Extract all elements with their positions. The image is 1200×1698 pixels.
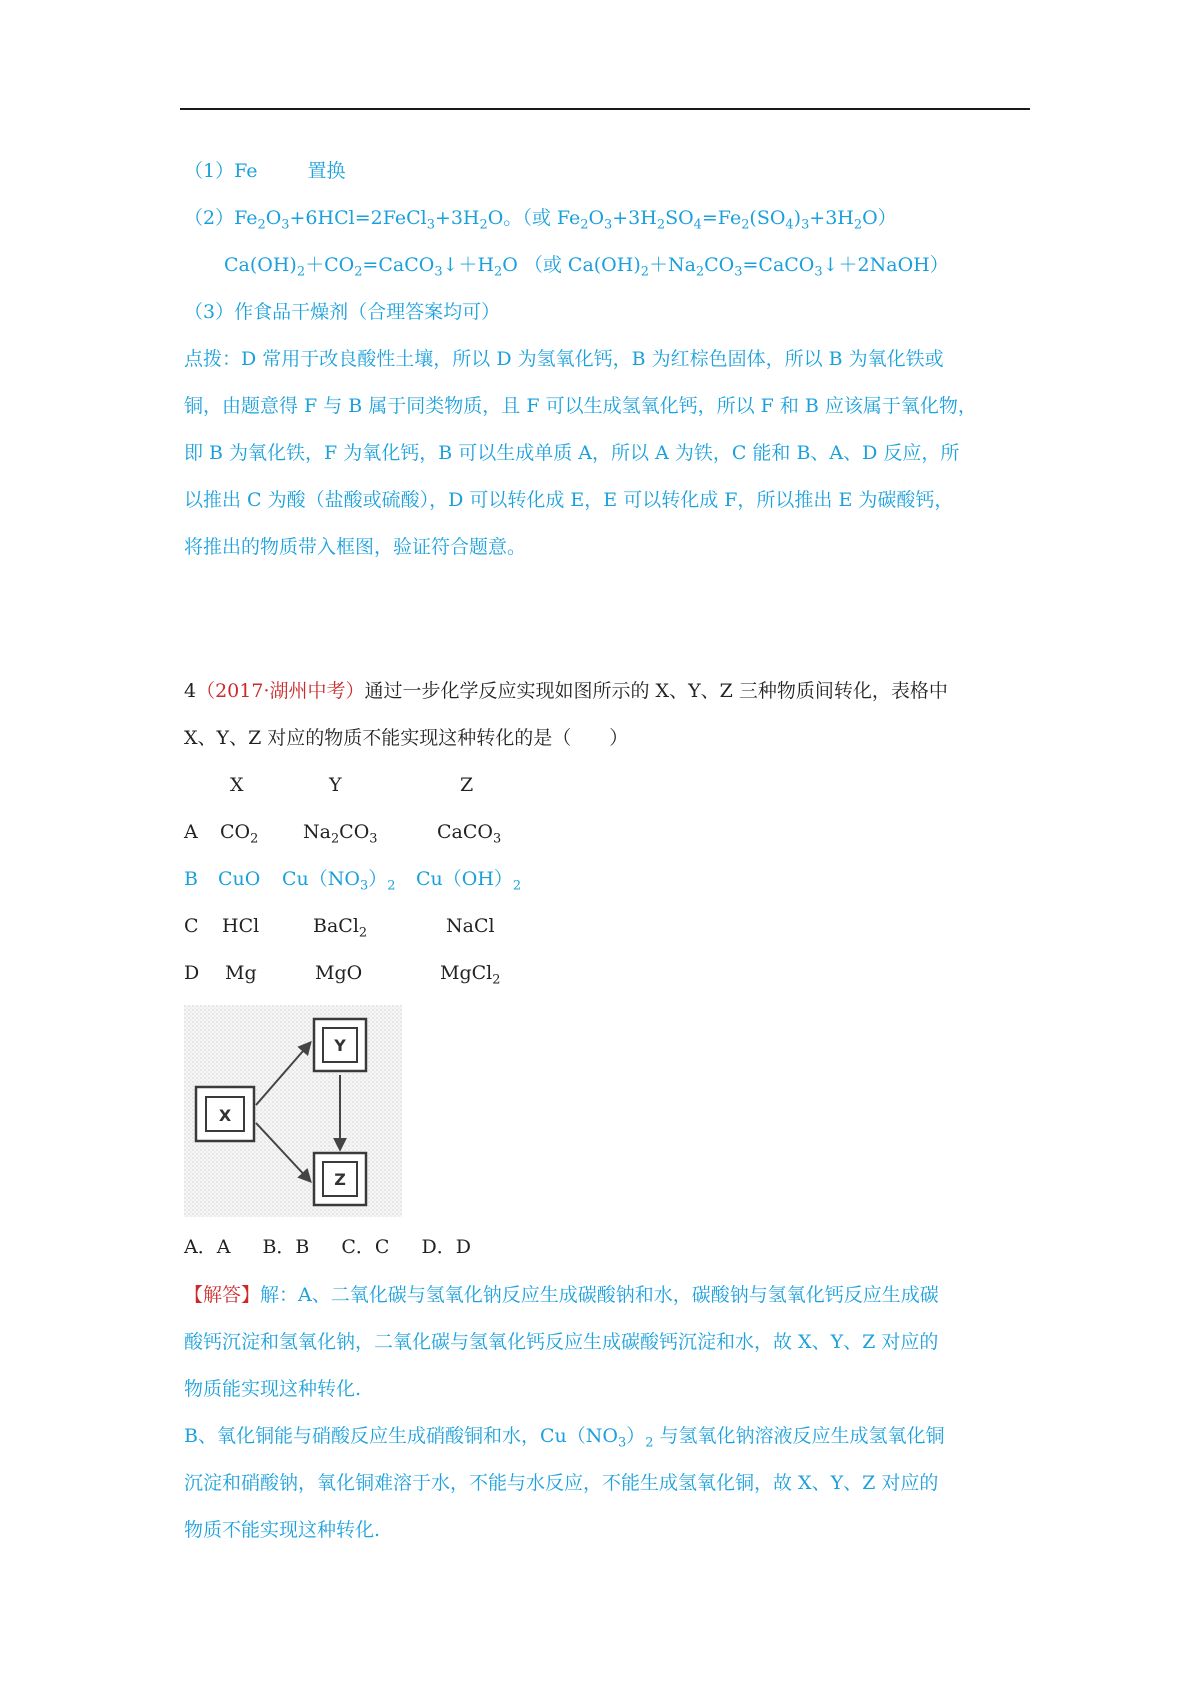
xyz-conversion-diagram	[184, 1005, 402, 1217]
row-b-label: B	[184, 868, 198, 890]
question-4-stem-line-1: 4（2017·湖州中考）通过一步化学反应实现如图所示的 X、Y、Z 三种物质间转化，表格中	[184, 680, 948, 702]
question-source: （2017·湖州中考）	[196, 680, 365, 702]
choice-b[interactable]: B．B	[262, 1236, 310, 1258]
node-y-label: Y	[334, 1036, 346, 1055]
row-d-z: MgCl$_2$	[440, 962, 501, 988]
choice-d[interactable]: D．D	[421, 1236, 471, 1258]
header-rule	[180, 108, 1030, 110]
question-4-stem-line-2: X、Y、Z 对应的物质不能实现这种转化的是（ ）	[184, 727, 629, 749]
row-d-x: Mg	[225, 962, 257, 984]
row-c-label: C	[184, 915, 199, 937]
choice-a[interactable]: A．A	[184, 1236, 231, 1258]
answer-1: （1）Fe 置换	[184, 160, 346, 182]
hint-line-3: 即 B 为氧化铁，F 为氧化钙，B 可以生成单质 A，所以 A 为铁，C 能和 B、A、D 反应，所	[184, 442, 960, 464]
row-c-x: HCl	[222, 915, 260, 937]
answer-2-equation-2: $Ca(OH)_2+CO_2=CaCO_3↓+H_2O$ （或 $Ca(OH)_2+Na_2CO_3=CaCO_3↓+2NaOH$）	[224, 254, 949, 280]
node-x-box	[196, 1087, 254, 1141]
solution-b-line-2: 沉淀和硝酸钠，氧化铜难溶于水，不能与水反应，不能生成氢氧化铜，故 X、Y、Z 对应的	[184, 1472, 939, 1494]
row-a-z: CaCO$_3$	[437, 821, 502, 847]
hint-line-2: 铜，由题意得 F 与 B 属于同类物质，且 F 可以生成氢氧化钙，所以 F 和 B 应该属于氧化物，	[184, 395, 977, 417]
answer-2-equation-1: $(2)Fe_2O_3+6HCl=2FeCl_3+3H_2O$。（或 $Fe_2O_3+3H_2SO_4=Fe_2(SO_4)_3+3H_2O$）	[184, 207, 897, 233]
node-y-box	[314, 1019, 366, 1071]
answer-3: （3）作食品干燥剂（合理答案均可）	[184, 301, 501, 323]
node-x-label: X	[218, 1106, 232, 1125]
solution-a-line-1: 【解答】解：A、二氧化碳与氢氧化钠反应生成碳酸钠和水，碳酸钠与氢氧化钙反应生成碳	[184, 1284, 939, 1306]
row-b-y: $Cu(NO_3)_2$	[282, 868, 396, 894]
solution-tag: 【解答】	[184, 1284, 261, 1306]
header-y: Y	[329, 774, 342, 796]
answer-choices	[184, 1234, 471, 1260]
row-c-z: NaCl	[446, 915, 495, 937]
header-z: Z	[460, 774, 474, 796]
choice-c[interactable]: C．C	[341, 1236, 390, 1258]
node-z-box	[314, 1153, 366, 1205]
row-d-label: D	[184, 962, 200, 984]
solution-b-line-1: B、氧化铜能与硝酸反应生成硝酸铜和水，$Cu(NO_3)_2$ 与氢氧化钠溶液反应生成氢氧化铜	[184, 1425, 945, 1451]
node-z-label: Z	[334, 1170, 346, 1189]
hint-line-5: 将推出的物质带入框图，验证符合题意。	[184, 536, 527, 558]
row-b-z: $Cu(OH)_2$	[416, 868, 522, 894]
row-a-label: A	[184, 821, 198, 843]
hint-line-1: 点拨：D 常用于改良酸性土壤，所以 D 为氢氧化钙，B 为红棕色固体，所以 B 为氧化铁或	[184, 348, 944, 370]
solution-b-line-3: 物质不能实现这种转化.	[184, 1519, 381, 1541]
hint-line-4: 以推出 C 为酸（盐酸或硫酸），D 可以转化成 E，E 可以转化成 F，所以推出 E 为碳酸钙，	[184, 489, 954, 511]
question-number: 4	[184, 680, 197, 702]
row-a-y: $Na_2CO_3$	[303, 821, 378, 847]
row-d-y: MgO	[315, 962, 363, 984]
row-a-x: $CO_2$	[220, 821, 259, 847]
row-b-x: CuO	[218, 868, 261, 890]
header-x: X	[230, 774, 244, 796]
solution-a-line-3: 物质能实现这种转化.	[184, 1378, 362, 1400]
row-c-y: BaCl$_2$	[313, 915, 368, 941]
solution-a-line-2: 酸钙沉淀和氢氧化钠，二氧化碳与氢氧化钙反应生成碳酸钙沉淀和水，故 X、Y、Z 对应的	[184, 1331, 939, 1353]
